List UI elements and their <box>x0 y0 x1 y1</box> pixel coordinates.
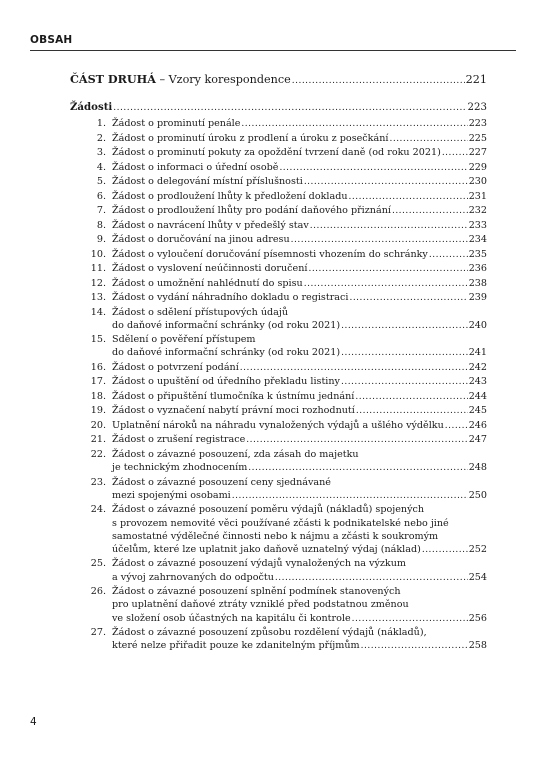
item-title-line: pro uplatnění daňové ztráty vzniklé před podstatnou změnou <box>112 599 409 611</box>
item-last-line <box>112 190 487 204</box>
item-page: 244 <box>468 390 487 402</box>
item-page: 258 <box>468 640 487 652</box>
item-title: je technickým zhodnocením <box>112 462 248 474</box>
item-page: 227 <box>468 147 487 158</box>
item-page: 234 <box>468 234 487 245</box>
item-page: 232 <box>468 205 487 216</box>
item-number: 6. <box>96 190 106 202</box>
toc-item[interactable] <box>70 333 487 360</box>
item-last-line <box>112 204 487 218</box>
item-number: 13. <box>90 292 106 303</box>
item-title-line: s provozem nemovité věci používané zčásti k podnikatelské nebo jiné <box>112 517 449 529</box>
item-number: 7. <box>96 205 106 216</box>
leader-dots <box>392 205 468 218</box>
item-last-line <box>112 175 487 189</box>
toc-item[interactable] <box>70 626 487 653</box>
leader-dots <box>442 147 468 160</box>
toc-item[interactable] <box>70 277 487 291</box>
item-page: 256 <box>468 612 487 624</box>
item-page: 254 <box>468 571 487 583</box>
item-last-line <box>112 489 487 503</box>
item-title-line: Žádost o závazné posouzení výdajů vynaložených na výzkum <box>112 558 407 570</box>
item-title: Žádost o informaci o úřední osobě <box>112 161 279 173</box>
item-title: Žádost o připuštění tlumočníka k ústnímu jednání <box>112 390 355 402</box>
item-title: Žádost o vyslovení neúčinnosti doručení <box>112 263 308 274</box>
toc-item[interactable] <box>70 306 487 333</box>
item-title-line: samostatné výdělečné činnosti nebo k nájmu a zčásti k soukromým <box>112 530 439 542</box>
item-title: Žádost o prominutí penále <box>112 118 241 129</box>
leader-dots <box>361 640 468 653</box>
item-last-line <box>112 361 487 375</box>
leader-dots <box>341 320 468 333</box>
toc-part-entry[interactable] <box>70 72 487 88</box>
item-title-line: Žádost o sdělení přístupových údajů <box>112 306 289 318</box>
toc-item[interactable] <box>70 419 487 433</box>
item-number: 18. <box>90 390 106 402</box>
toc-item[interactable] <box>70 233 487 247</box>
item-title: Žádost o prodloužení lhůty k předložení dokladu <box>112 190 348 202</box>
table-of-contents <box>70 72 487 654</box>
item-number: 27. <box>90 627 106 639</box>
leader-dots <box>352 613 468 626</box>
item-title: Uplatnění nároků na náhradu vynaložených výdajů a ušlého výdělku <box>112 419 444 431</box>
leader-dots <box>291 234 468 247</box>
item-number: 19. <box>90 405 106 417</box>
item-title: do daňové informační schránky (od roku 2021) <box>112 319 341 331</box>
item-number: 20. <box>90 419 106 431</box>
item-page: 252 <box>468 543 487 555</box>
item-title: Žádost o vyznačení nabytí právní moci rozhodnutí <box>112 405 355 417</box>
toc-item[interactable] <box>70 262 487 276</box>
item-number: 10. <box>90 248 106 260</box>
item-last-line <box>112 419 487 433</box>
item-page: 243 <box>468 376 487 388</box>
item-last-line <box>112 248 487 262</box>
item-page: 241 <box>468 347 487 359</box>
item-title: Žádost o vydání náhradního dokladu o registraci <box>112 292 349 303</box>
item-page: 223 <box>468 118 487 129</box>
item-last-line <box>112 219 487 233</box>
leader-dots <box>445 420 468 433</box>
item-last-line <box>112 639 487 653</box>
leader-dots <box>429 249 468 262</box>
toc-item[interactable] <box>70 204 487 218</box>
item-page: 235 <box>468 248 487 260</box>
leader-dots <box>248 462 467 475</box>
item-last-line <box>112 346 487 360</box>
leader-dots <box>232 490 468 503</box>
section-title: Žádosti <box>70 101 113 113</box>
item-number: 1. <box>96 118 106 129</box>
item-title: Žádost o prominutí úroku z prodlení a úroku z posečkání <box>112 132 389 144</box>
item-page: 231 <box>468 190 487 202</box>
item-number: 22. <box>90 448 106 460</box>
item-title: které nelze přiřadit pouze ke zdanitelným příjmům <box>112 640 360 652</box>
item-last-line <box>112 612 487 626</box>
item-number: 8. <box>96 219 106 231</box>
item-last-line <box>112 404 487 418</box>
item-page: 242 <box>468 361 487 373</box>
item-page: 229 <box>468 161 487 173</box>
leader-dots <box>113 101 466 115</box>
item-last-line <box>112 291 487 305</box>
leader-dots <box>341 347 468 360</box>
leader-dots <box>240 362 468 375</box>
item-number: 5. <box>96 176 106 187</box>
toc-item[interactable] <box>70 117 487 131</box>
item-page: 240 <box>468 319 487 331</box>
item-last-line <box>112 233 487 247</box>
item-page: 250 <box>468 489 487 501</box>
item-last-line <box>112 433 487 447</box>
leader-dots <box>308 263 467 276</box>
item-title: ve složení osob účastných na kapitálu či kontrole <box>112 612 351 624</box>
toc-item[interactable] <box>70 448 487 475</box>
item-title: účelům, které lze uplatnit jako daňově uznatelný výdaj (náklad) <box>112 543 421 555</box>
section-page: 223 <box>467 102 487 113</box>
item-number: 25. <box>90 558 106 570</box>
item-number: 14. <box>90 306 106 318</box>
running-header: OBSAH <box>30 34 73 46</box>
leader-dots <box>304 176 468 189</box>
toc-item[interactable] <box>70 361 487 375</box>
item-number: 23. <box>90 476 106 488</box>
item-title: Žádost o upuštění od úředního překladu listiny <box>112 376 340 388</box>
item-last-line <box>112 161 487 175</box>
header-rule <box>30 50 516 51</box>
item-number: 17. <box>90 376 106 388</box>
leader-dots <box>275 572 468 585</box>
item-last-line <box>112 117 487 131</box>
toc-item[interactable] <box>70 375 487 389</box>
part-title: ČÁST DRUHÁ – Vzory korespondence <box>70 72 291 86</box>
item-title-line: Sdělení o pověření přístupem <box>112 334 256 346</box>
item-last-line <box>112 262 487 276</box>
item-page: 236 <box>468 263 487 274</box>
item-title: Žádost o umožnění nahlédnutí do spisu <box>112 277 303 289</box>
toc-section-entry[interactable] <box>70 100 487 115</box>
item-number: 16. <box>90 361 106 373</box>
item-page: 230 <box>468 176 487 187</box>
item-title: mezi spojenými osobami <box>112 489 231 501</box>
item-number: 4. <box>96 161 106 173</box>
item-title-line: Žádost o závazné posouzení splnění podmínek stanovených <box>112 586 401 598</box>
item-number: 3. <box>96 147 106 158</box>
item-page: 246 <box>468 419 487 431</box>
toc-item[interactable] <box>70 190 487 204</box>
toc-item[interactable] <box>70 248 487 262</box>
item-last-line <box>112 571 487 585</box>
leader-dots <box>310 220 468 233</box>
toc-item[interactable] <box>70 557 487 584</box>
item-title: Žádost o prominutí pokuty za opoždění tvrzení daně (od roku 2021) <box>112 147 441 158</box>
item-page: 248 <box>468 462 487 474</box>
item-number: 11. <box>90 263 106 274</box>
item-last-line <box>112 375 487 389</box>
item-title-line: Žádost o závazné posouzení poměru výdajů (nákladů) spojených <box>112 504 425 516</box>
part-page: 221 <box>465 73 487 86</box>
item-last-line <box>112 390 487 404</box>
leader-dots <box>292 74 465 88</box>
leader-dots <box>304 278 468 291</box>
item-number: 24. <box>90 504 106 516</box>
toc-item[interactable] <box>70 476 487 503</box>
item-page: 233 <box>468 219 487 231</box>
item-page: 225 <box>468 132 487 144</box>
item-number: 9. <box>96 234 106 245</box>
toc-item[interactable] <box>70 219 487 233</box>
item-page: 247 <box>468 434 487 446</box>
toc-items <box>70 117 487 653</box>
item-title: a vývoj zahrnovaných do odpočtu <box>112 571 274 583</box>
toc-item[interactable] <box>70 175 487 189</box>
item-page: 239 <box>468 292 487 303</box>
item-last-line <box>112 319 487 333</box>
toc-item[interactable] <box>70 161 487 175</box>
item-title: Žádost o delegování místní příslušnosti <box>112 176 303 187</box>
page-number: 4 <box>30 716 37 728</box>
toc-item[interactable] <box>70 503 487 557</box>
item-title: do daňové informační schránky (od roku 2021) <box>112 347 341 359</box>
item-last-line <box>112 461 487 475</box>
toc-item[interactable] <box>70 146 487 160</box>
toc-item[interactable] <box>70 291 487 305</box>
item-page: 238 <box>468 277 487 289</box>
item-last-line <box>112 132 487 146</box>
item-title: Žádost o navrácení lhůty v předešlý stav <box>112 219 309 231</box>
item-number: 26. <box>90 586 106 598</box>
leader-dots <box>389 133 467 146</box>
leader-dots <box>341 376 468 389</box>
leader-dots <box>349 191 468 204</box>
leader-dots <box>241 118 467 131</box>
toc-item[interactable] <box>70 585 487 626</box>
item-title-line: Žádost o závazné posouzení, zda zásah do majetku <box>112 448 359 460</box>
leader-dots <box>279 162 467 175</box>
item-last-line <box>112 277 487 291</box>
item-number: 21. <box>90 434 106 446</box>
item-title: Žádost o zrušení registrace <box>112 434 246 446</box>
item-title: Žádost o vyloučení doručování písemnosti vhozením do schránky <box>112 248 428 260</box>
item-number: 15. <box>90 334 106 346</box>
toc-item[interactable] <box>70 404 487 418</box>
item-title-line: Žádost o závazné posouzení způsobu rozdělení výdajů (nákladů), <box>112 627 427 639</box>
item-page: 245 <box>468 405 487 417</box>
leader-dots <box>356 405 468 418</box>
item-title: Žádost o doručování na jinou adresu <box>112 234 290 245</box>
item-number: 12. <box>90 277 106 289</box>
item-last-line <box>112 146 487 160</box>
leader-dots <box>349 292 467 305</box>
item-title-line: Žádost o závazné posouzení ceny sjednávané <box>112 476 331 488</box>
leader-dots <box>246 434 467 447</box>
item-title: Žádost o prodloužení lhůty pro podání daňového přiznání <box>112 205 391 216</box>
toc-item[interactable] <box>70 390 487 404</box>
toc-item[interactable] <box>70 433 487 447</box>
item-title: Žádost o potvrzení podání <box>112 361 239 373</box>
item-last-line <box>112 543 487 557</box>
item-number: 2. <box>96 132 106 144</box>
leader-dots <box>422 544 468 557</box>
leader-dots <box>355 391 467 404</box>
toc-item[interactable] <box>70 132 487 146</box>
